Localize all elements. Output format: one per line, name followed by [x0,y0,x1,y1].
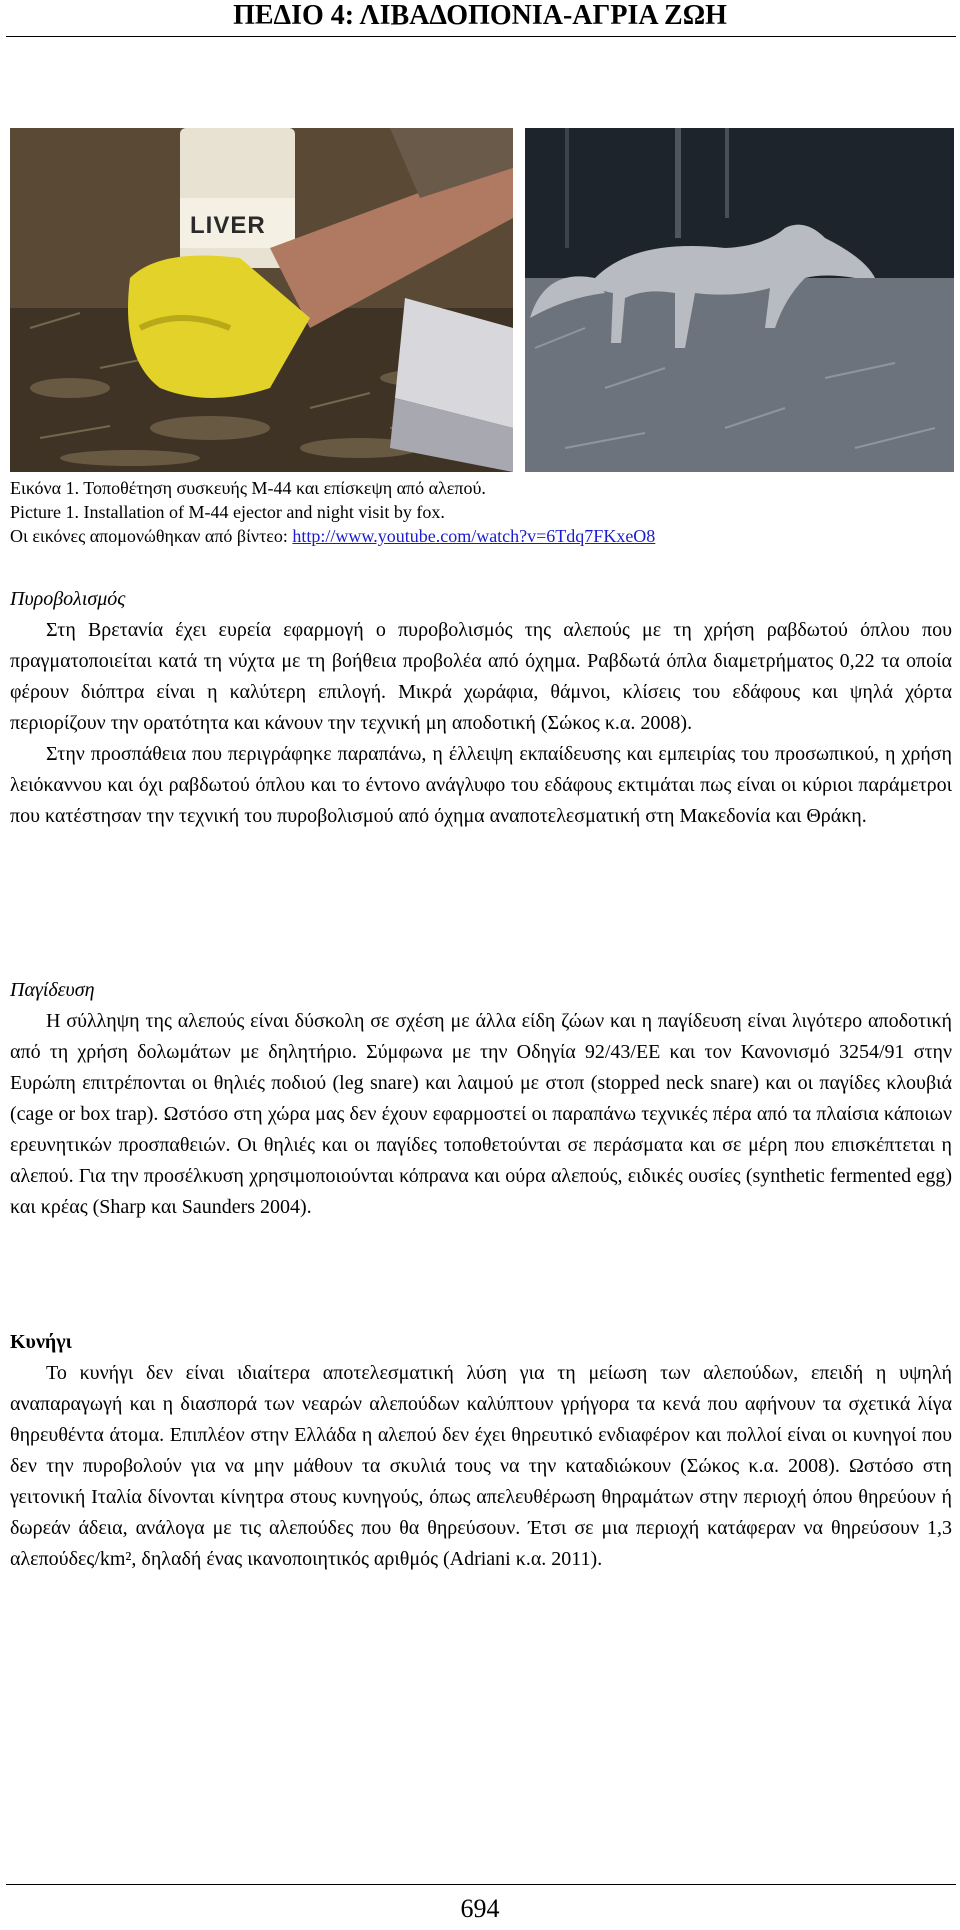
paragraph-shooting-1: Στη Βρετανία έχει ευρεία εφαρμογή ο πυροβολισμός της αλεπούς με τη χρήση ραβδωτού όπλου που πραγματοποιείται κατά τη νύχτα με τη βοήθεια προβολέα από όχημα. Ραβδωτά όπλα διαμετρήματος 0,22 τα οποία φέρουν διόπτρα είναι η καλύτερη επιλογή. Μικρά χωράφια, θάμνοι, κλίσεις του εδάφους και ψηλά χόρτα περιορίζουν την ορατότητα και κάνουν την τεχνική μη αποδοτική (Σώκος κ.α. 2008). [10,619,952,734]
section-trapping [10,975,952,1223]
figure-caption-english: Picture 1. Installation of M-44 ejector and night visit by fox. [10,502,445,522]
section-heading-hunting: Κυνήγι [10,1331,72,1353]
jar-label: LIVER [190,212,266,239]
section-shooting [10,584,952,832]
header-rule [6,36,956,37]
figure-caption-greek: Εικόνα 1. Τοποθέτηση συσκευής Μ-44 και επίσκεψη από αλεπού. [10,478,486,498]
paragraph-shooting-2: Στην προσπάθεια που περιγράφηκε παραπάνω, η έλλειψη εκπαίδευσης και εμπειρίας του προσωπικού, η χρήση λειόκαννου και όχι ραβδωτού όπλου και το έντονο ανάγλυφο του εδάφους εκτιμάται πως είναι οι κύριοι παράμετροι που κατέστησαν την τεχνική του πυροβολισμού από όχημα αναποτελεσματική στη Μακεδονία και Θράκη. [10,743,952,827]
video-source-link[interactable]: http://www.youtube.com/watch?v=6Tdq7FKxeO8 [292,526,656,546]
figure-photo-m44-installation [10,128,513,472]
page-number: 694 [460,1894,500,1923]
figure-caption-source [10,524,950,548]
page-header-title: ΠΕΔΙΟ 4: ΛΙΒΑΔΟΠΟΝΙΑ-ΑΓΡΙΑ ΖΩΗ [233,0,727,31]
section-heading-shooting: Πυροβολισμός [10,588,126,610]
paragraph-hunting-1: Το κυνήγι δεν είναι ιδιαίτερα αποτελεσματική λύση για τη μείωση των αλεπούδων, επειδή η υψηλή αναπαραγωγή και η διασπορά των νεαρών αλεπούδων καλύπτουν γρήγορα τα κενά που αφήνουν τα σχετικά λίγα θηρευθέντα άτομα. Επιπλέον στην Ελλάδα η αλεπού δεν έχει θηρευτικό ενδιαφέρον και πολλοί είναι οι κυνηγοί που δεν την πυροβολούν για να μην μάθουν τα σκυλιά τους να την καταδιώκουν (Σώκος κ.α. 2008). Ωστόσο στη γειτονική Ιταλία δίνονται κίνητρα στους κυνηγούς, όπως απελευθέρωση θηραμάτων στην περιοχή όπου θηρεύουν ή δωρεάν άδεια, ανάλογα με τις αλεπούδες που θα θηρεύσουν. Έτσι σε μια περιοχή κατάφεραν να θηρεύσουν 1,3 αλεπούδες/km², δηλαδή ένας ικανοποιητικός αριθμός (Adriani κ.α. 2011). [10,1362,952,1570]
section-heading-trapping: Παγίδευση [10,979,95,1001]
footer-rule [6,1884,956,1885]
figure-source-label: Οι εικόνες απομονώθηκαν από βίντεο: [10,526,293,546]
figure-photo-fox-night [525,128,954,472]
paragraph-trapping-1: Η σύλληψη της αλεπούς είναι δύσκολη σε σχέση με άλλα είδη ζώων και η παγίδευση είναι λιγότερο αποδοτική από τη χρήση δολωμάτων με δηλητήριο. Σύμφωνα με την Οδηγία 92/43/ΕΕ και τον Κανονισμό 3254/91 στην Ευρώπη επιτρέπονται οι θηλιές ποδιού (leg snare) και λαιμού με στοπ (stopped neck snare) και οι παγίδες κλουβιά (cage or box trap). Ωστόσο στη χώρα μας δεν έχουν εφαρμοστεί οι παραπάνω τεχνικές πέρα από τα πλαίσια κάποιων ερευνητικών προσπαθειών. Οι θηλιές και οι παγίδες τοποθετούνται σε περάσματα και σε μέρη που επισκέπτεται η αλεπού. Για την προσέλκυση χρησιμοποιούνται κόπρανα και ούρα αλεπούς, ειδικές ουσίες (synthetic fermented egg) και κρέας (Sharp και Saunders 2004). [10,1010,952,1218]
section-hunting [10,1327,952,1575]
